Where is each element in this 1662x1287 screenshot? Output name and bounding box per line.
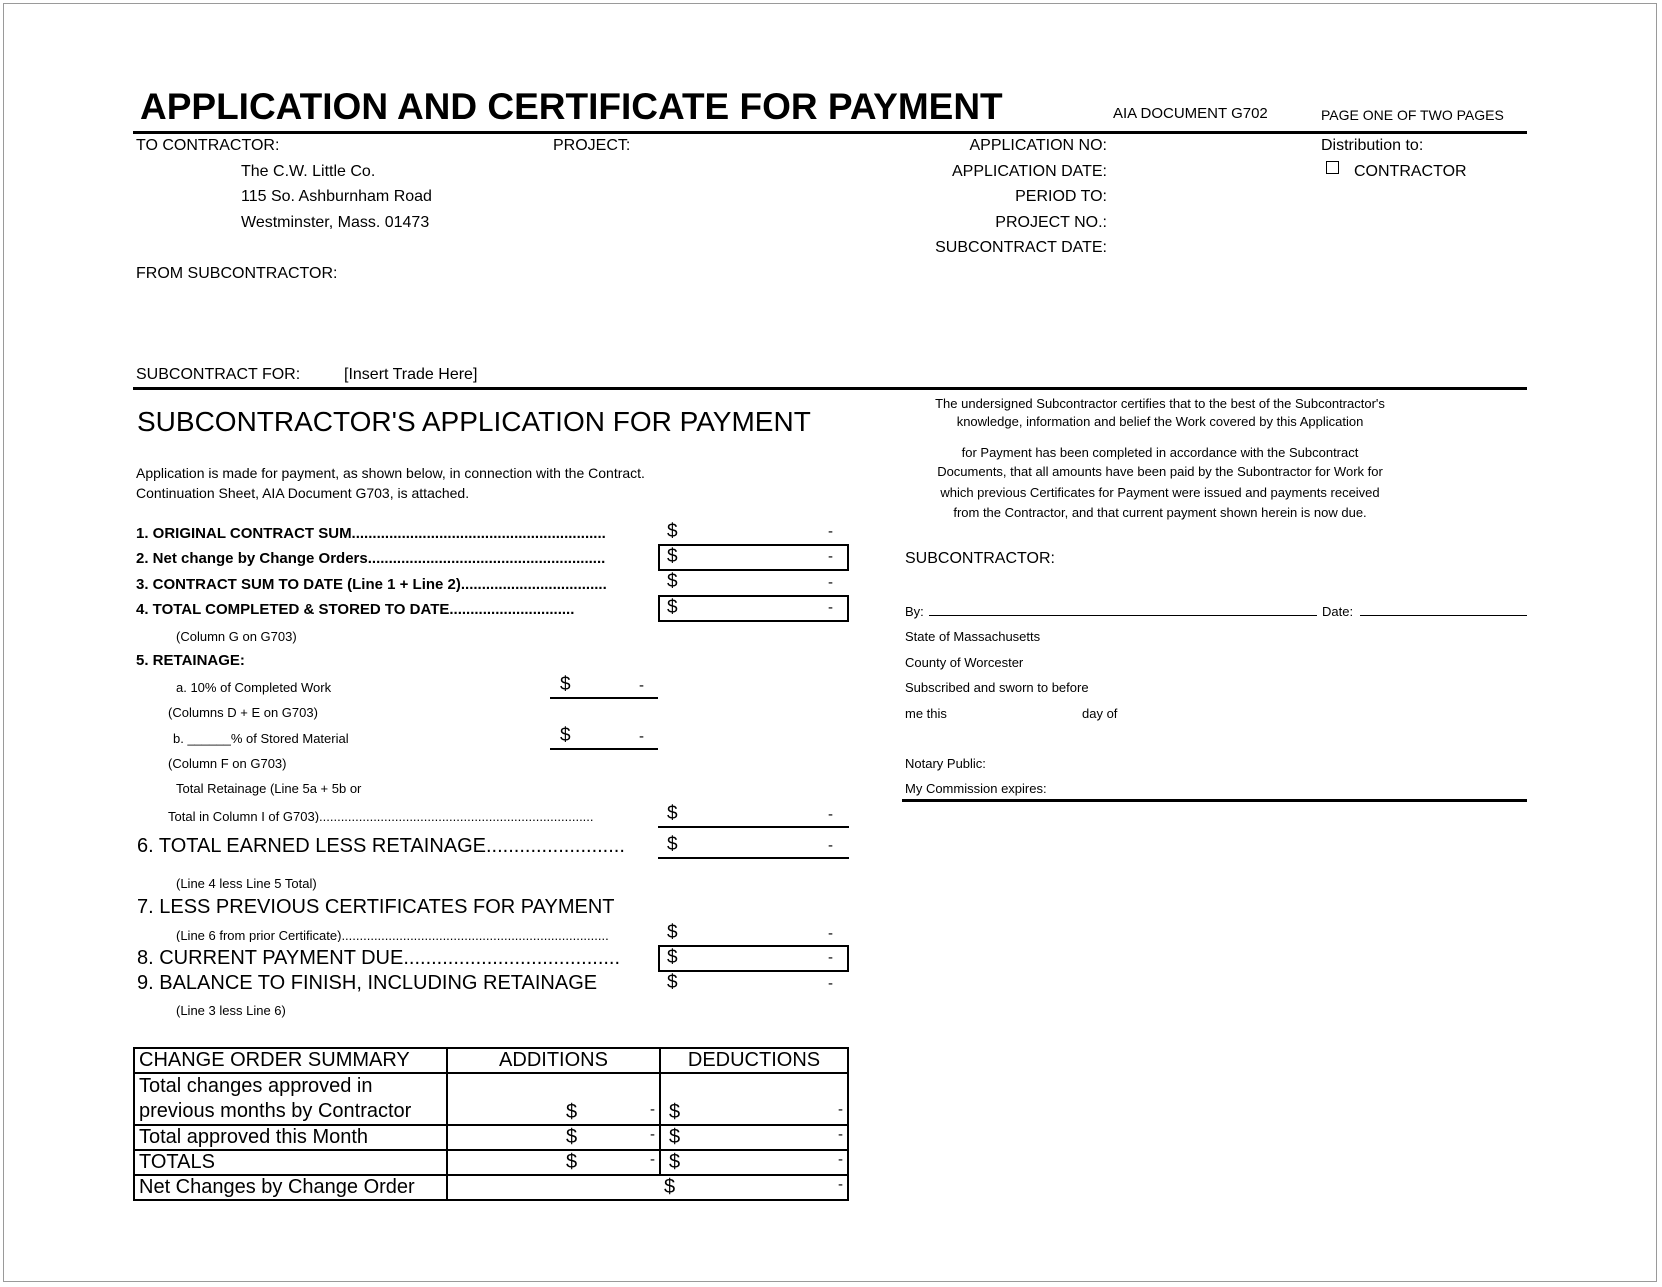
application-date-label: APPLICATION DATE: <box>952 163 1107 180</box>
line-9-value[interactable]: - <box>828 975 833 992</box>
certification-line-5: which previous Certificates for Payment were issued and payments received <box>940 485 1380 500</box>
contractor-address-1: 115 So. Ashburnham Road <box>241 188 432 205</box>
section-title: SUBCONTRACTOR'S APPLICATION FOR PAYMENT <box>137 406 811 437</box>
certification-line-6: from the Contractor, and that current payment shown herein is now due. <box>953 505 1367 520</box>
line-6-value[interactable]: - <box>828 837 833 854</box>
notary-public-label: Notary Public: <box>905 756 986 771</box>
form-title: APPLICATION AND CERTIFICATE FOR PAYMENT <box>140 86 1003 127</box>
line-3-value[interactable]: - <box>828 574 833 591</box>
aia-document-label: AIA DOCUMENT G702 <box>1113 105 1268 122</box>
line-2-value-box <box>658 544 849 571</box>
line-6-label: 6. TOTAL EARNED LESS RETAINAGE......................... <box>137 836 625 856</box>
co-row-totals-label: TOTALS <box>134 1150 447 1175</box>
line-1-label: 1. ORIGINAL CONTRACT SUM............................................................. <box>136 526 606 541</box>
co-header-additions: ADDITIONS <box>447 1048 660 1073</box>
line-8-label: 8. CURRENT PAYMENT DUE....................................... <box>137 948 621 968</box>
line-5b-currency: $ <box>560 725 571 746</box>
co-month-deductions-value: - <box>838 1126 843 1143</box>
commission-expires-label: My Commission expires: <box>905 781 1047 796</box>
from-subcontractor-label: FROM SUBCONTRACTOR: <box>136 265 338 282</box>
co-net-value[interactable] <box>447 1175 848 1200</box>
distribution-label: Distribution to: <box>1321 137 1424 154</box>
co-month-deductions[interactable] <box>660 1125 848 1150</box>
co-totals-additions-value: - <box>650 1151 655 1168</box>
line-5-total-currency: $ <box>667 803 678 824</box>
co-row-previous-line-1: Total changes approved in <box>139 1075 373 1097</box>
co-totals-deductions-currency: $ <box>669 1151 681 1173</box>
line-5-total-label-2: Total in Column I of G703)............................................................................ <box>168 810 594 823</box>
co-previous-additions-value: - <box>650 1101 655 1118</box>
certification-line-3: for Payment has been completed in accordance with the Subcontract <box>961 445 1359 460</box>
co-previous-additions[interactable] <box>447 1073 660 1125</box>
line-8-value-box <box>658 945 849 972</box>
co-previous-additions-currency: $ <box>566 1101 578 1123</box>
project-label: PROJECT: <box>553 137 631 154</box>
co-previous-deductions-currency: $ <box>669 1101 681 1123</box>
notary-sworn: Subscribed and sworn to before <box>905 680 1089 695</box>
line-4-currency: $ <box>667 597 678 618</box>
certification-line-1: The undersigned Subcontractor certifies that to the best of the Subcontractor's <box>935 396 1385 411</box>
line-5-total-value[interactable]: - <box>828 806 833 823</box>
co-net-currency: $ <box>664 1176 676 1198</box>
line-1-value[interactable]: - <box>828 523 833 540</box>
line-6-underline <box>658 857 849 859</box>
line-7-value[interactable]: - <box>828 925 833 942</box>
co-month-additions[interactable] <box>447 1125 660 1150</box>
line-6-currency: $ <box>667 834 678 855</box>
line-7-note: (Line 6 from prior Certificate).......................................................................... <box>176 929 609 942</box>
to-contractor-label: TO CONTRACTOR: <box>136 137 280 154</box>
line-5b-label: b. ______% of Stored Material <box>173 731 349 746</box>
co-row-previous <box>134 1073 848 1125</box>
line-5a-value[interactable]: - <box>639 677 644 694</box>
line-1-currency: $ <box>667 521 678 542</box>
contractor-address-2: Westminster, Mass. 01473 <box>241 214 430 231</box>
signature-by-line[interactable] <box>929 615 1317 616</box>
certification-line-2: knowledge, information and belief the Work covered by this Application <box>956 414 1364 429</box>
subcontract-for-value: [Insert Trade Here] <box>344 366 478 383</box>
co-totals-additions[interactable] <box>447 1150 660 1175</box>
line-5a-note: (Columns D + E on G703) <box>168 705 318 720</box>
line-2-label: 2. Net change by Change Orders......................................................... <box>136 551 606 566</box>
period-to-label: PERIOD TO: <box>1015 188 1107 205</box>
line-2-currency: $ <box>667 546 678 567</box>
certification-line-4: Documents, that all amounts have been paid by the Subontractor for Work for <box>937 464 1383 479</box>
co-totals-additions-currency: $ <box>566 1151 578 1173</box>
co-row-this-month-label: Total approved this Month <box>134 1125 447 1150</box>
co-row-previous-line-2: previous months by Contractor <box>139 1100 412 1122</box>
co-row-net-label: Net Changes by Change Order <box>134 1175 447 1200</box>
line-7-label: 7. LESS PREVIOUS CERTIFICATES FOR PAYMENT <box>137 896 615 918</box>
contractor-name: The C.W. Little Co. <box>241 163 376 180</box>
co-previous-deductions[interactable] <box>660 1073 848 1125</box>
signature-subcontractor-label: SUBCONTRACTOR: <box>905 550 1055 567</box>
notary-state: State of Massachusetts <box>905 629 1041 644</box>
line-4-note: (Column G on G703) <box>176 629 297 644</box>
notary-county: County of Worcester <box>905 655 1024 670</box>
intro-line-2: Continuation Sheet, AIA Document G703, is attached. <box>136 485 470 501</box>
line-4-label: 4. TOTAL COMPLETED & STORED TO DATE.............................. <box>136 602 575 617</box>
contractor-checkbox[interactable] <box>1326 161 1339 174</box>
line-7-currency: $ <box>667 922 678 943</box>
change-order-summary-table <box>133 1047 849 1201</box>
co-header-summary: CHANGE ORDER SUMMARY <box>134 1048 447 1073</box>
notary-day-of: day of <box>1082 706 1118 721</box>
co-totals-deductions-value: - <box>838 1151 843 1168</box>
subcontract-for-label: SUBCONTRACT FOR: <box>136 366 301 383</box>
signature-bottom-rule <box>902 799 1527 802</box>
line-5b-underline <box>550 748 658 750</box>
co-header-deductions: DEDUCTIONS <box>660 1048 848 1073</box>
line-2-value[interactable]: - <box>828 548 833 565</box>
header-rule <box>133 131 1527 134</box>
line-3-label: 3. CONTRACT SUM TO DATE (Line 1 + Line 2)................................... <box>136 577 607 592</box>
line-5a-underline <box>550 697 658 699</box>
signature-date-line[interactable] <box>1360 615 1527 616</box>
line-9-label: 9. BALANCE TO FINISH, INCLUDING RETAINAGE <box>137 972 598 994</box>
line-6-note: (Line 4 less Line 5 Total) <box>176 876 317 891</box>
page-count-label: PAGE ONE OF TWO PAGES <box>1321 107 1504 123</box>
co-month-additions-value: - <box>650 1126 655 1143</box>
line-9-currency: $ <box>667 972 678 993</box>
line-8-currency: $ <box>667 947 678 968</box>
line-9-note: (Line 3 less Line 6) <box>176 1003 286 1018</box>
signature-by-label: By: <box>905 604 924 619</box>
co-month-deductions-currency: $ <box>669 1126 681 1148</box>
line-8-value[interactable]: - <box>828 949 833 966</box>
signature-date-label: Date: <box>1322 604 1354 619</box>
co-net-amount: - <box>838 1176 843 1193</box>
subcontract-date-label: SUBCONTRACT DATE: <box>935 239 1107 256</box>
co-month-additions-currency: $ <box>566 1126 578 1148</box>
project-no-label: PROJECT NO.: <box>995 214 1107 231</box>
line-5a-label: a. 10% of Completed Work <box>176 680 332 695</box>
notary-me-this: me this <box>905 706 947 721</box>
line-5-label: 5. RETAINAGE: <box>136 652 245 669</box>
line-5-total-label-1: Total Retainage (Line 5a + 5b or <box>176 781 362 796</box>
line-3-currency: $ <box>667 571 678 592</box>
co-row-totals <box>134 1150 848 1175</box>
line-5a-currency: $ <box>560 674 571 695</box>
distribution-contractor-label: CONTRACTOR <box>1354 163 1467 180</box>
co-totals-deductions[interactable] <box>660 1150 848 1175</box>
line-5-total-underline <box>658 826 849 828</box>
line-4-value-box <box>658 595 849 622</box>
co-row-previous-label <box>134 1073 447 1125</box>
intro-line-1: Application is made for payment, as shown below, in connection with the Contract. <box>136 465 645 481</box>
line-5b-value[interactable]: - <box>639 728 644 745</box>
co-row-this-month <box>134 1125 848 1150</box>
section-rule <box>133 387 1527 390</box>
co-previous-deductions-value: - <box>838 1101 843 1118</box>
application-no-label: APPLICATION NO: <box>969 137 1107 154</box>
line-4-value[interactable]: - <box>828 599 833 616</box>
line-5b-note: (Column F on G703) <box>168 756 287 771</box>
co-row-net <box>134 1175 848 1200</box>
